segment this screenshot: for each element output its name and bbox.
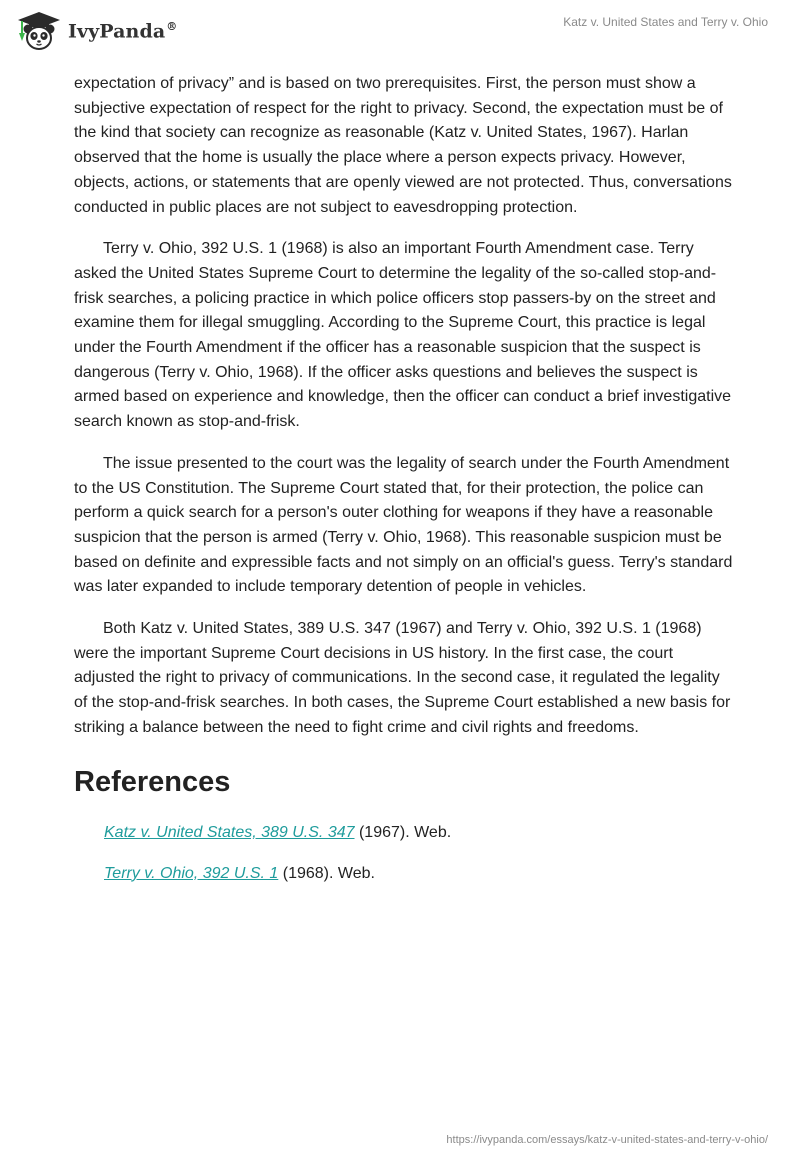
brand-name (68, 20, 177, 42)
body-paragraph: The issue presented to the court was the legality of search under the Fourth Amendment to the US Constitution. The Supreme Court stated that, for their protection, the police can perform a quick search for a person's outer clothing for weapons if they have a reasonable suspicion that the person is armed (Terry v. Ohio, 1968). This reasonable suspicion must be based on definite and expressible facts and not simply on an official's guess. Terry's standard was later expanded to include temporary detention of people in vehicles. (74, 454, 733, 596)
reference-item (104, 821, 734, 845)
registered-mark: ® (166, 19, 178, 33)
reference-link-terry[interactable]: Terry v. Ohio, 392 U.S. 1 (104, 864, 279, 882)
body-paragraph: Both Katz v. United States, 389 U.S. 347 (1967) and Terry v. Ohio, 392 U.S. 1 (1968) were the important Supreme Court decisions in US history. In the first case, the court adjusted the right to privacy of communications. In the second case, it regulated the legality of the stop-and-frisk searches. In both cases, the Supreme Court established a new basis for striking a balance between the need to fight crime and civil rights and freedoms. (74, 620, 731, 736)
reference-item (104, 862, 734, 886)
reference-suffix: (1968). Web. (278, 864, 375, 882)
reference-suffix: (1967). Web. (354, 823, 452, 841)
essay-content (74, 72, 734, 903)
body-paragraph: Terry v. Ohio, 392 U.S. 1 (1968) is also an important Fourth Amendment case. Terry asked the United States Supreme Court to determine the legality of the so-called stop-and-frisk searches, a policing practice in which police officers stop passers-by on the street and examine them for illegal smuggling. According to the Supreme Court, this practice is legal under the Fourth Amendment if the officer has a reasonable suspicion that the suspect is dangerous (Terry v. Ohio, 1968). If the officer asks questions and believes the suspect is armed based on experience and knowledge, then the officer can conduct a brief investigative search known as stop-and-frisk. (74, 240, 732, 431)
panda-graduate-icon (16, 11, 62, 51)
body-paragraph: expectation of privacy” and is based on two prerequisites. First, the person must show a subjective expectation of respect for the right to privacy. Second, the expectation must be of the kind that society can recognize as reasonable (Katz v. United States, 1967). Harlan observed that the home is usually the place where a person expects privacy. However, objects, actions, or statements that are openly viewed are not protected. Thus, conversations conducted in public places are not subject to eavesdropping protection. (74, 75, 732, 216)
reference-link-katz[interactable]: Katz v. United States, 389 U.S. 347 (104, 823, 355, 841)
source-url: https://ivypanda.com/essays/katz-v-united-states-and-terry-v-ohio/ (446, 1134, 768, 1146)
page-header (0, 0, 800, 60)
brand-text: IvyPanda (68, 20, 166, 43)
references-heading: References (74, 765, 231, 798)
document-title: Katz v. United States and Terry v. Ohio (563, 15, 768, 29)
ivypanda-logo[interactable] (16, 8, 177, 54)
